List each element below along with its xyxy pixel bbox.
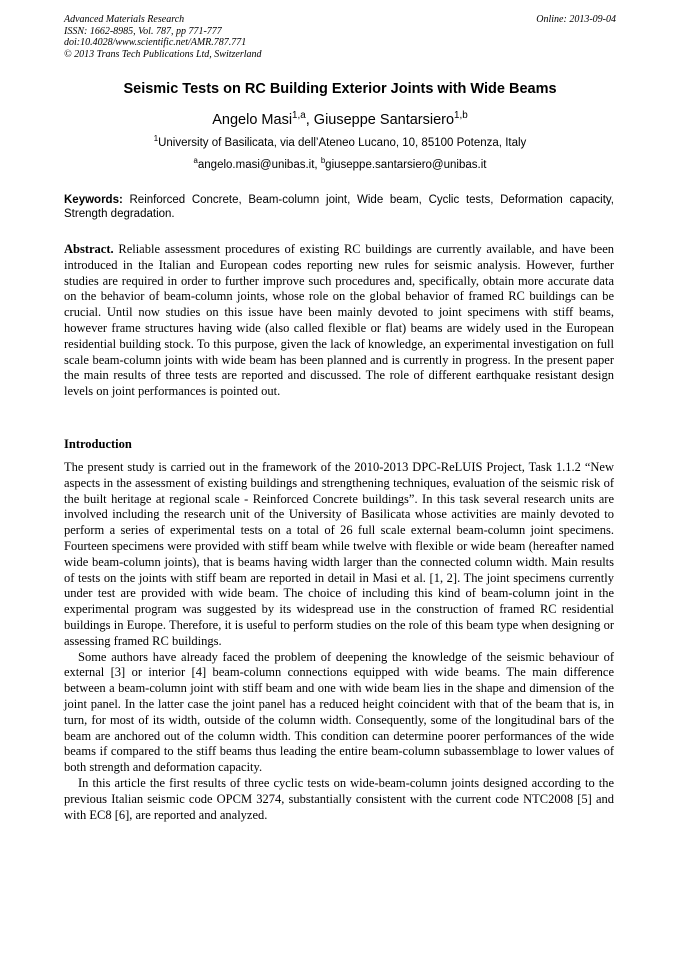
online-date: Online: 2013-09-04 xyxy=(536,14,616,25)
affiliation-mark: 1 xyxy=(153,134,159,144)
abstract-block xyxy=(64,242,614,400)
copyright-line: © 2013 Trans Tech Publications Ltd, Switzerland xyxy=(64,48,262,60)
email-separator: , xyxy=(314,159,321,171)
author-name: Giuseppe Santarsiero xyxy=(313,112,455,128)
paper-title: Seismic Tests on RC Building Exterior Joints with Wide Beams xyxy=(123,81,557,97)
author-affiliation-mark: 1,b xyxy=(454,110,468,122)
author-name: Angelo Masi xyxy=(212,112,293,128)
paragraph: In this article the first results of three cyclic tests on wide-beam-column joints designed according to the previous Italian seismic code OPCM 3274, substantially consistent with the current code NTC2008 [5] and with EC8 [6], are reported and analyzed. xyxy=(64,775,614,822)
doi-line: doi:10.4028/www.scientific.net/AMR.787.771 xyxy=(64,37,247,48)
issn-line: ISSN: 1662-8985, Vol. 787, pp 771-777 xyxy=(64,25,222,37)
journal-header xyxy=(64,14,616,60)
keywords-block xyxy=(64,193,614,221)
keywords-label: Keywords: xyxy=(64,194,123,206)
journal-name: Advanced Materials Research xyxy=(64,14,185,25)
affiliation xyxy=(64,134,616,149)
author-list xyxy=(64,112,616,128)
email-b[interactable]: giuseppe.santarsiero@unibas.it xyxy=(325,159,487,171)
paragraph: The present study is carried out in the framework of the 2010-2013 DPC-ReLUIS Project, Task 1.1.2 “New aspects in the assessment of existing buildings and strengthening techniques, evaluation of the seismic risk of the built heritage at regional scale - Reinforced Concrete buildings”. In this task several research units are involved including the research unit of the University of Basilicata whose activities are mainly devoted to perform a series of experimental tests on a total of 26 full scale external beam-column joint specimens. Fourteen specimens were provided with stiff beam while twelve with flexible or wide beam (hereafter named wide beam-column joints), that is beams having width larger than the connected column width. Main results of tests on the joints with stiff beam are reported in detail in Masi et al. [1, 2]. The joint specimens currently under test are provided with wide beam. The choice of including this kind of beam-column joint in the experimental program was suggested by its widespread use in the construction of framed RC residential buildings in Europe. Therefore, it is useful to perform studies on the role of this beam type when designing or assessing framed RC buildings. xyxy=(64,460,614,648)
affiliation-text: University of Basilicata, via dell’Ateneo Lucano, 10, 85100 Potenza, Italy xyxy=(158,137,527,149)
paragraph: Some authors have already faced the problem of deepening the knowledge of the seismic behaviour of external [3] or interior [4] beam-column connections equipped with wide beams. The main difference between a beam-column joint with stiff beam and one with wide beam lies in the shape and dimension of the joint panel. In the latter case the joint panel has a reduced height coincident with that of the beam that is, in turn, for most of its width, outside of the column width. Consequently, some of the longitudinal bars of the beam are anchored out of the column width. This condition can determine poorer performances of the wide beams if compared to the stiff beams thus leading the entire beam-column subassemblage to lower values of both strength and deformation capacity. xyxy=(64,649,614,775)
abstract-label: Abstract. xyxy=(64,242,114,256)
introduction-body xyxy=(64,460,614,823)
abstract-text: Reliable assessment procedures of existing RC buildings are currently available, and have been introduced in the Italian and European codes reporting new rules for seismic analysis. However, further studies are required in order to further improve such procedures and, specifically, obtain more accurate data on the behavior of beam-column joints, whose role on the global behavior of framed RC buildings can be crucial. Until now studies on this issue have been mainly devoted to joint specimens with stiff beams, however frame structures having wide (also called flexible or flat) beams are widely used in the European residential building stock. To this purpose, given the lack of knowledge, an experimental investigation on full scale beam-column joints with wide beam has been planned and is currently in progress. In the present paper the main results of three tests are reported and discussed. The role of different earthquake resistant design levels on joint performances is pointed out. xyxy=(64,242,614,399)
author-separator: , xyxy=(305,112,314,128)
email-mark-a: a xyxy=(193,156,198,166)
keywords-text: Reinforced Concrete, Beam-column joint, Wide beam, Cyclic tests, Deformation capacity, Strength degradation. xyxy=(64,194,614,220)
email-a[interactable]: angelo.masi@unibas.it xyxy=(197,159,315,171)
author-affiliation-mark: 1,a xyxy=(292,110,306,122)
email-mark-b: b xyxy=(320,156,326,166)
section-heading-introduction: Introduction xyxy=(64,437,132,451)
author-emails xyxy=(64,156,616,171)
